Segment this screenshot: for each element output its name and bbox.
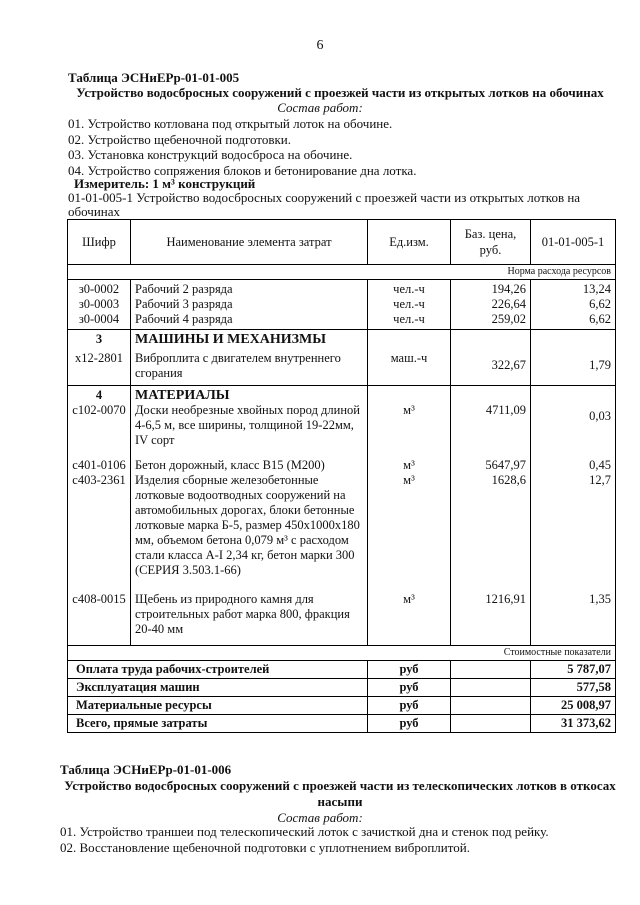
row-price: 226,64 [451, 297, 531, 312]
row-name: Рабочий 2 разряда [131, 280, 368, 298]
row-code: з0-0004 [68, 312, 131, 330]
measure-unit: Измеритель: 1 м³ конструкций [74, 176, 256, 191]
row-name: Щебень из природного камня для строительных работ марка 800, фракция 20-40 мм [131, 592, 368, 646]
row-norm: 0,03 [531, 403, 616, 458]
section-number: 4 [68, 386, 131, 404]
table-title: Устройство водосбросных сооружений с проезжей части из открытых лотков на обочинах [76, 85, 604, 100]
row-code: с403-2361 [68, 473, 131, 592]
row-price: 4711,09 [451, 403, 531, 458]
row-name: Рабочий 3 разряда [131, 297, 368, 312]
row-norm: 13,24 [531, 280, 616, 298]
row-price: 259,02 [451, 312, 531, 330]
work-item: 04. Устройство сопряжения блоков и бетонирование дна лотка. [68, 162, 417, 178]
row-unit: чел.-ч [368, 312, 451, 330]
row-name: Изделия сборные железобетонные лотковые водоотводных сооружений на автомобильных дорогах, блоки бетонные лотковые марка Б-5, размер 450х1000х180 мм, объемом бетона 0,079 м³ с расходом стали класса А-I 2,34 кг, бетон марки 300 (СЕРИЯ 3.503.1-66) [131, 473, 368, 592]
row-code: з0-0002 [68, 280, 131, 298]
total-name: Материальные ресурсы [68, 697, 368, 715]
table-row [68, 297, 616, 312]
total-value: 577,58 [531, 679, 616, 697]
row-norm: 6,62 [531, 297, 616, 312]
total-name: Всего, прямые затраты [68, 715, 368, 733]
row-unit: маш.-ч [368, 347, 451, 386]
table-row [68, 403, 616, 458]
table2-code: Таблица ЭСНиЕРр-01-01-006 [60, 762, 232, 777]
table-code: Таблица ЭСНиЕРр-01-01-005 [68, 70, 240, 85]
table-row [68, 473, 616, 592]
row-code: с401-0106 [68, 458, 131, 473]
row-price: 194,26 [451, 280, 531, 298]
work-item: 03. Установка конструкций водосброса на обочине. [68, 147, 353, 162]
section-title: МАШИНЫ И МЕХАНИЗМЫ [131, 330, 368, 348]
row-name: Рабочий 4 разряда [131, 312, 368, 330]
total-unit: руб [368, 715, 451, 733]
row-norm: 12,7 [531, 473, 616, 592]
row-code: с102-0070 [68, 403, 131, 458]
total-value: 31 373,62 [531, 715, 616, 733]
work-list [68, 116, 416, 178]
norm-row [68, 265, 616, 280]
row-unit: м³ [368, 592, 451, 646]
work-item: 02. Устройство щебеночной подготовки. [68, 131, 291, 147]
table-row [68, 347, 616, 386]
work-item: 01. Устройство котлована под открытый лоток на обочине. [68, 116, 393, 131]
cost-label: Стоимостные показатели [68, 646, 616, 661]
header-name: Наименование элемента затрат [131, 220, 368, 265]
row-price: 5647,97 [451, 458, 531, 473]
cost-row [68, 646, 616, 661]
resource-table [67, 219, 616, 733]
total-unit: руб [368, 679, 451, 697]
work-list-2 [60, 824, 549, 856]
row-price: 322,67 [451, 347, 531, 386]
page-number: 6 [316, 38, 324, 53]
section-row-materials [68, 386, 616, 404]
row-price: 1628,6 [451, 473, 531, 592]
rate-caption: 01-01-005-1 Устройство водосбросных сооружений с проезжей части из открытых лотков на обочинах [68, 190, 581, 219]
composition-label: Состав работ: [277, 100, 363, 115]
row-unit: м³ [368, 458, 451, 473]
norm-label: Норма расхода ресурсов [68, 265, 616, 280]
header-price: Баз. цена, руб. [451, 220, 531, 265]
row-norm: 1,35 [531, 592, 616, 646]
row-unit: чел.-ч [368, 280, 451, 298]
row-norm: 0,45 [531, 458, 616, 473]
table-row [68, 280, 616, 298]
table-row [68, 592, 616, 646]
total-name: Оплата труда рабочих-строителей [68, 661, 368, 679]
total-unit: руб [368, 661, 451, 679]
header-row [68, 220, 616, 265]
row-unit: чел.-ч [368, 297, 451, 312]
total-name: Эксплуатация машин [68, 679, 368, 697]
table-row [68, 458, 616, 473]
header-rate: 01-01-005-1 [531, 220, 616, 265]
total-value: 25 008,97 [531, 697, 616, 715]
row-unit: м³ [368, 403, 451, 458]
table2-title: Устройство водосбросных сооружений с проезжей части из телескопических лотков в откосах насыпи [64, 778, 616, 809]
row-code: с408-0015 [68, 592, 131, 646]
work-item: 02. Восстановление щебеночной подготовки с уплотнением виброплитой. [60, 840, 470, 855]
row-unit: м³ [368, 473, 451, 592]
table-row [68, 312, 616, 330]
row-code: з0-0003 [68, 297, 131, 312]
section-row-machines [68, 330, 616, 348]
row-name: Доски необрезные хвойных пород длиной 4-6,5 м, все ширины, толщиной 19-22мм, IV сорт [131, 403, 368, 458]
total-row [68, 715, 616, 733]
section-number: 3 [68, 330, 131, 348]
row-code: х12-2801 [68, 347, 131, 386]
row-name: Виброплита с двигателем внутреннего сгорания [131, 347, 368, 386]
row-norm: 6,62 [531, 312, 616, 330]
total-row [68, 697, 616, 715]
section-title: МАТЕРИАЛЫ [131, 386, 368, 404]
total-row [68, 661, 616, 679]
total-row [68, 679, 616, 697]
header-unit: Ед.изм. [368, 220, 451, 265]
work-item: 01. Устройство траншеи под телескопический лоток с зачисткой дна и стенок под рейку. [60, 824, 549, 839]
header-code: Шифр [68, 220, 131, 265]
row-norm: 1,79 [531, 347, 616, 386]
total-unit: руб [368, 697, 451, 715]
row-name: Бетон дорожный, класс B15 (M200) [131, 458, 368, 473]
total-value: 5 787,07 [531, 661, 616, 679]
row-price: 1216,91 [451, 592, 531, 646]
composition2-label: Состав работ: [277, 810, 363, 825]
